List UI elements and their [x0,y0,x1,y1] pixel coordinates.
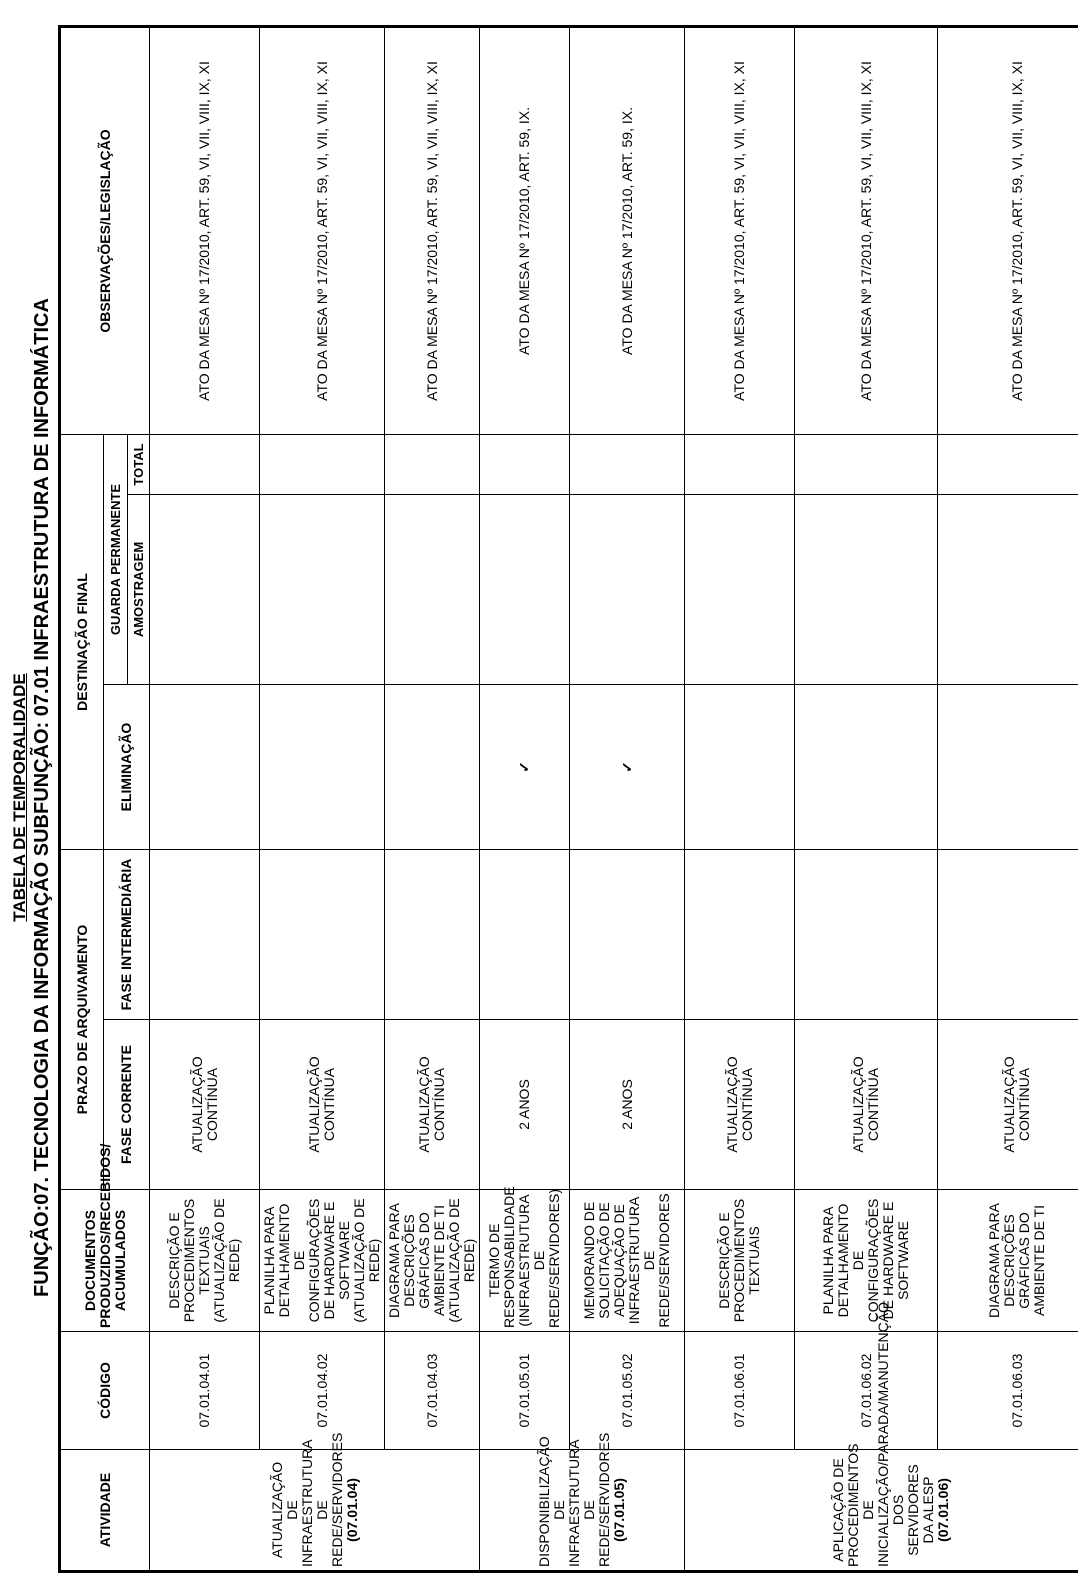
code-cell: 07.01.06.03 [938,1332,1078,1450]
amostragem-cell [938,495,1078,685]
header-eliminacao: ELIMINAÇÃO [104,685,150,850]
eliminacao-cell [795,685,938,850]
activity-code: (07.01.05) [611,1478,627,1542]
code-cell: 07.01.05.02 [570,1332,685,1450]
observacoes-cell: ATO DA MESA Nº 17/2010, ART. 59, IX. [480,26,570,434]
fase-intermediaria-cell [938,850,1078,1020]
amostragem-cell [150,495,260,685]
total-cell [480,434,570,494]
fase-intermediaria-cell [795,850,938,1020]
code-cell: 07.01.05.01 [480,1332,570,1450]
table-row [260,26,385,1571]
fase-corrente-cell: 2 ANOS [570,1020,685,1190]
table-row [385,26,480,1571]
activity-name: ATUALIZAÇÃO DE INFRAESTRUTURA DE REDE/SERVIDORES [268,1432,345,1567]
fase-corrente-cell: 2 ANOS [480,1020,570,1190]
eliminacao-cell [938,685,1078,850]
table-row [795,26,938,1571]
code-cell: 07.01.04.01 [150,1332,260,1450]
amostragem-cell [260,495,385,685]
table-row [480,26,570,1571]
observacoes-cell: ATO DA MESA Nº 17/2010, ART. 59, IX. [570,26,685,434]
total-cell [385,434,480,494]
document-title: TABELA DE TEMPORALIDADE [10,673,29,922]
total-cell [685,434,795,494]
observacoes-cell: ATO DA MESA Nº 17/2010, ART. 59, VI, VII, VIII, IX, XI [260,26,385,434]
amostragem-cell [685,495,795,685]
document-cell: DESCRIÇÃO E PROCEDIMENTOS TEXTUAIS (ATUALIZAÇÃO DE REDE) [150,1190,260,1332]
document-cell: DESCRIÇÃO E PROCEDIMENTOS TEXTUAIS [685,1190,795,1332]
fase-intermediaria-cell [260,850,385,1020]
header-codigo: CÓDIGO [60,1332,150,1450]
amostragem-cell [570,495,685,685]
header-guarda-permanente: GUARDA PERMANENTE [104,434,128,684]
fase-corrente-cell: ATUALIZAÇÃO CONTÍNUA [150,1020,260,1190]
observacoes-cell: ATO DA MESA Nº 17/2010, ART. 59, VI, VII, VIII, IX, XI [150,26,260,434]
header-destinacao: DESTINAÇÃO FINAL [60,434,104,849]
code-cell: 07.01.04.02 [260,1332,385,1450]
total-cell [570,434,685,494]
header-fase-corrente: FASE CORRENTE [104,1020,150,1190]
header-fase-intermediaria: FASE INTERMEDIÁRIA [104,850,150,1020]
activity-code: (07.01.06) [934,1478,951,1542]
table-row [685,26,795,1571]
activity-name: APLICAÇÃO DE PROCEDIMENTOS DE INICIALIZAÇÃO/PARADA/MANUTENÇÃO DOS SERVIDORES DA ALESP [829,1301,936,1567]
document-cell: DIAGRAMA PARA DESCRIÇÕES GRÁFICAS DO AMBIENTE DE TI [938,1190,1078,1332]
eliminacao-cell [260,685,385,850]
eliminacao-checkmark: ✓ [480,685,570,850]
observacoes-cell: ATO DA MESA Nº 17/2010, ART. 59, VI, VII, VIII, IX, XI [685,26,795,434]
header-prazo: PRAZO DE ARQUIVAMENTO [60,850,104,1190]
observacoes-cell: ATO DA MESA Nº 17/2010, ART. 59, VI, VII, VIII, IX, XI [938,26,1078,434]
document-cell: MEMORANDO DE SOLICITAÇÃO DE ADEQUAÇÃO DE INFRAESTRUTURA DE REDE/SERVIDORES [570,1190,685,1332]
header-row [60,26,104,1571]
fase-corrente-cell: ATUALIZAÇÃO CONTÍNUA [685,1020,795,1190]
amostragem-cell [385,495,480,685]
eliminacao-checkmark: ✓ [570,685,685,850]
document-cell: PLANILHA PARA DETALHAMENTO DE CONFIGURAÇÕES DE HARDWARE E SOFTWARE [795,1190,938,1332]
temporality-table [58,25,1078,1573]
fase-corrente-cell: ATUALIZAÇÃO CONTÍNUA [795,1020,938,1190]
table-row [150,26,260,1571]
fase-intermediaria-cell [385,850,480,1020]
code-cell: 07.01.06.01 [685,1332,795,1450]
code-cell: 07.01.04.03 [385,1332,480,1450]
total-cell [795,434,938,494]
table-row [570,26,685,1571]
eliminacao-cell [685,685,795,850]
observacoes-cell: ATO DA MESA Nº 17/2010, ART. 59, VI, VII, VIII, IX, XI [795,26,938,434]
amostragem-cell [480,495,570,685]
activity-code: (07.01.04) [343,1478,360,1542]
observacoes-cell: ATO DA MESA Nº 17/2010, ART. 59, VI, VII, VIII, IX, XI [385,26,480,434]
document-cell: PLANILHA PARA DETALHAMENTO DE CONFIGURAÇÕES DE HARDWARE E SOFTWARE (ATUALIZAÇÃO DE REDE) [260,1190,385,1332]
fase-intermediaria-cell [570,850,685,1020]
code-cell: 07.01.06.02 [795,1332,938,1450]
activity-cell [150,1432,480,1572]
total-cell [260,434,385,494]
header-documentos: DOCUMENTOS PRODUZIDOS/RECEBIDOS/ ACUMULADOS [60,1190,150,1332]
document-subtitle: FUNÇÃO:07. TECNOLOGIA DA INFORMAÇÃO SUBFUNÇÃO: 07.01 INFRAESTRUTURA DE INFORMÁTICA [31,298,53,1297]
header-amostragem: AMOSTRAGEM [128,495,150,685]
fase-intermediaria-cell [685,850,795,1020]
eliminacao-cell [385,685,480,850]
fase-intermediaria-cell [480,850,570,1020]
total-cell [150,434,260,494]
document-cell: DIAGRAMA PARA DESCRIÇÕES GRÁFICAS DO AMBIENTE DE TI (ATUALIZAÇÃO DE REDE) [385,1190,480,1332]
header-atividade: ATIVIDADE [60,1450,150,1572]
document-cell: TERMO DE RESPONSABILIDADE (INFRAESTRUTURA DE REDE/SERVIDORES) [480,1190,570,1332]
fase-corrente-cell: ATUALIZAÇÃO CONTÍNUA [938,1020,1078,1190]
fase-intermediaria-cell [150,850,260,1020]
total-cell [938,434,1078,494]
amostragem-cell [795,495,938,685]
fase-corrente-cell: ATUALIZAÇÃO CONTÍNUA [385,1020,480,1190]
fase-corrente-cell: ATUALIZAÇÃO CONTÍNUA [260,1020,385,1190]
table-row [938,26,1078,1571]
activity-cell [480,1432,685,1572]
header-total: TOTAL [128,434,150,494]
header-observacoes: OBSERVAÇÕES/LEGISLAÇÃO [60,26,150,434]
activity-name: DISPONIBILIZAÇÃO DE INFRAESTRUTURA DE REDE/SERVIDORES [536,1432,612,1567]
eliminacao-cell [150,685,260,850]
